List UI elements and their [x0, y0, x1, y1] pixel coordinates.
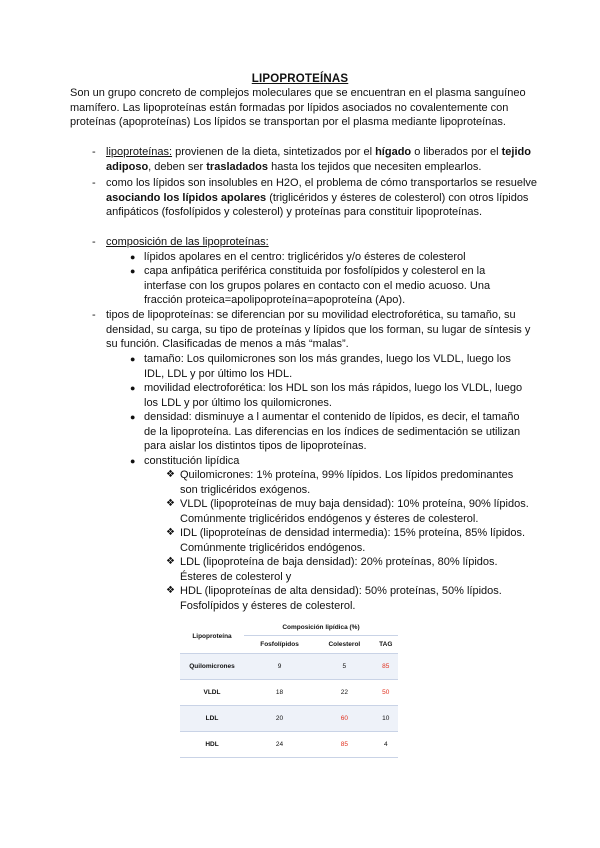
types-bullet: ● movilidad electroforética: los HDL son los más rápidos, luego los VLDL, luego los LDL y por último los quilomicrones. [130, 382, 523, 409]
table-cell-name: VLDL [180, 680, 244, 706]
lipid-constitution-item: ❖ LDL (lipoproteína de baja densidad): 20% proteínas, 80% lípidos. Ésteres de colesterol y [166, 556, 498, 583]
composition-bullet: ● lípidos apolares en el centro: triglicéridos y/o ésteres de colesterol [130, 251, 466, 263]
origin-label: lipoproteínas: [106, 146, 173, 158]
diamond-bullet-icon: ❖ [166, 556, 175, 567]
composition-label: composición de las lipoproteínas: [106, 236, 269, 248]
table-header-group: Composición lipídica (%) [244, 620, 398, 636]
list-item-composition [92, 235, 540, 250]
dash-bullet: - [92, 309, 96, 321]
lipid-constitution-item: ❖ VLDL (lipoproteínas de muy baja densidad): 10% proteína, 90% lípidos. Comúnmente triglicéridos endógenos y ésteres de colesterol. [166, 498, 529, 525]
table-header-col: TAG [374, 636, 398, 654]
diamond-bullet-icon: ❖ [166, 527, 175, 538]
lipid-constitution-item: ❖ IDL (lipoproteínas de densidad intermedia): 15% proteína, 85% lípidos. Comúnmente triglicéridos endógenos. [166, 527, 526, 554]
diamond-bullet-icon: ❖ [166, 585, 175, 596]
dash-bullet: - [92, 177, 96, 189]
diamond-bullet-icon: ❖ [166, 469, 175, 480]
list-item-origin: - lipoproteínas: provienen de la dieta, sintetizados por el hígado o liberados por el tejido adiposo, deben ser trasladados hasta los tejidos que necesiten emplearlos. [92, 146, 531, 173]
diamond-bullet-icon: ❖ [166, 498, 175, 509]
types-bullet: ● tamaño: Los quilomicrones son los más grandes, luego los VLDL, luego los IDL, LDL y por último los HDL. [130, 353, 511, 380]
composition-bullet: ● capa anfipática periférica constituida por fosfolípidos y colesterol en la interfase con los grupos polares en contacto con el medio acuoso. Una fracción proteica=apolipoproteína=apoproteína (Apo). [130, 265, 491, 307]
table-cell: 4 [374, 732, 398, 758]
table-cell-highlight: 60 [315, 706, 374, 732]
dot-bullet: ● [130, 456, 136, 466]
table-header-col: Fosfolípidos [244, 636, 315, 654]
types-bullet: ● constitución lipídica [130, 455, 240, 467]
intro-paragraph: Son un grupo concreto de complejos moleculares que se encuentran en el plasma sanguíneo mamífero. Las lipoproteínas están formadas por lípidos asociados no covalentemente con proteínas (apoproteínas) Los lípidos se transportan por el plasma mediante lipoproteínas. [70, 87, 526, 129]
dot-bullet: ● [130, 383, 136, 393]
table-row [180, 732, 398, 758]
dot-bullet: ● [130, 412, 136, 422]
table-cell: 24 [244, 732, 315, 758]
list-item-types: - tipos de lipoproteínas: se diferencian por su movilidad electroforética, su tamaño, su densidad, su carga, su tipo de proteínas y lípidos que los forman, su lugar de síntesis y su función. Clasificadas de menos a más “malas”. [92, 309, 531, 351]
lipid-constitution-item: ❖ HDL (lipoproteínas de alta densidad): 50% proteínas, 50% lípidos. Fosfolípidos y ésteres de colesterol. [166, 585, 502, 612]
table-cell-highlight: 50 [374, 680, 398, 706]
lipid-composition-table [180, 620, 398, 758]
table-cell: 20 [244, 706, 315, 732]
dash-bullet: - [92, 236, 96, 248]
types-bullet: ● densidad: disminuye a l aumentar el contenido de lípidos, es decir, el tamaño de la lipoproteína. Las diferencias en los índices de sedimentación se utilizan para aislar los distintos tipos de lipoproteínas. [130, 411, 521, 453]
table-cell-name: LDL [180, 706, 244, 732]
dot-bullet: ● [130, 354, 136, 364]
table-row [180, 706, 398, 732]
table-header-lipoprotein: Lipoproteína [180, 620, 244, 654]
table-cell-name: Quilomicrones [180, 654, 244, 680]
list-item-transport: - como los lípidos son insolubles en H2O, el problema de cómo transportarlos se resuelve asociando los lípidos apolares (triglicéridos y ésteres de colesterol) con otros lípidos anfipáticos (fosfolípidos y colesterol) y proteínas para constituir lipoproteínas. [92, 177, 538, 219]
dot-bullet: ● [130, 252, 136, 262]
table-cell-highlight: 85 [315, 732, 374, 758]
table-cell: 10 [374, 706, 398, 732]
lipid-constitution-item: ❖ Quilomicrones: 1% proteína, 99% lípidos. Los lípidos predominantes son triglicéridos exógenos. [166, 469, 514, 496]
table-cell-name: HDL [180, 732, 244, 758]
table-cell-highlight: 85 [374, 654, 398, 680]
table-row [180, 680, 398, 706]
table-cell: 18 [244, 680, 315, 706]
document-title: LIPOPROTEÍNAS [251, 73, 349, 85]
dash-bullet: - [92, 146, 96, 158]
table-cell: 9 [244, 654, 315, 680]
table-cell: 22 [315, 680, 374, 706]
table-row [180, 654, 398, 680]
dot-bullet: ● [130, 266, 136, 276]
table-header-col: Colesterol [315, 636, 374, 654]
table-cell: 5 [315, 654, 374, 680]
